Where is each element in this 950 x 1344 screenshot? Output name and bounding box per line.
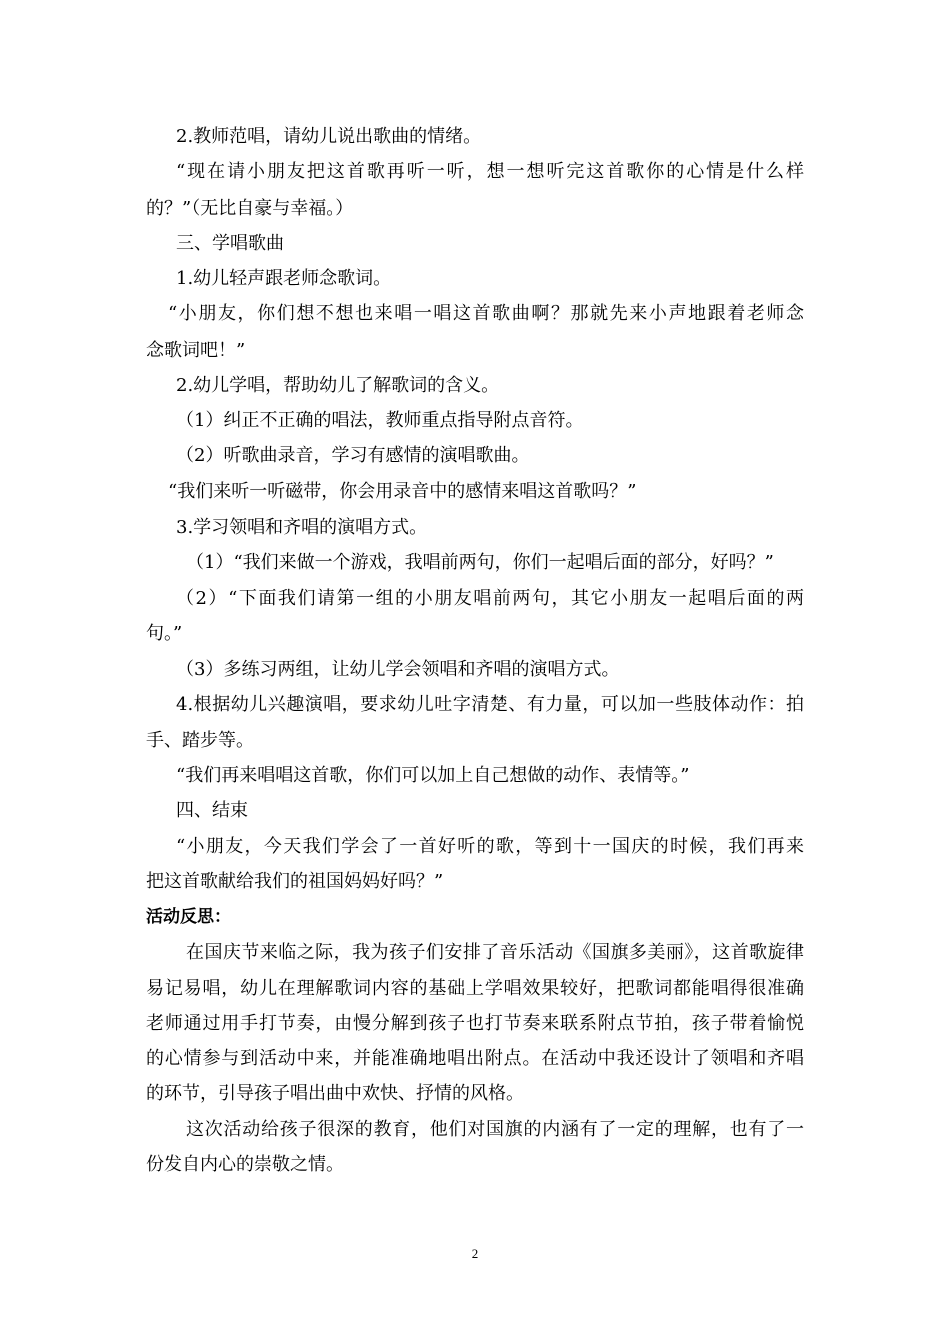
text-line: 念歌词吧！” — [146, 340, 246, 361]
text-line-inner: “现在请小朋友把这首歌再听一听，想一想听完这首歌你的心情是什么样 — [176, 161, 804, 182]
text-line-inner: 这次活动给孩子很深的教育，他们对国旗的内涵有了一定的理解，也有了一 — [186, 1119, 804, 1140]
text-line — [176, 693, 804, 717]
text-line: 份发自内心的崇敬之情。 — [146, 1154, 344, 1175]
text-line — [186, 1118, 804, 1142]
text-line: 2.教师范唱，请幼儿说出歌曲的情绪。 — [176, 126, 482, 147]
text-line: （1）纠正不正确的唱法，教师重点指导附点音符。 — [176, 410, 584, 431]
text-line: “我们再来唱唱这首歌，你们可以加上自己想做的动作、表情等。” — [176, 765, 690, 786]
text-line — [146, 1012, 804, 1036]
text-line: （2）听歌曲录音，学习有感情的演唱歌曲。 — [176, 445, 530, 466]
text-line-inner: 在国庆节来临之际，我为孩子们安排了音乐活动《国旗多美丽》，这首歌旋律 — [186, 942, 804, 963]
text-line — [186, 941, 804, 965]
text-line: 1.幼儿轻声跟老师念歌词。 — [176, 268, 392, 289]
text-line: 3.学习领唱和齐唱的演唱方式。 — [176, 517, 428, 538]
page-number: 2 — [471, 1246, 479, 1261]
text-line-inner: 易记易唱，幼儿在理解歌词内容的基础上学唱效果较好，把歌词都能唱得很准确 — [146, 978, 804, 999]
section-heading: 三、学唱歌曲 — [176, 233, 284, 254]
text-line — [176, 587, 804, 611]
text-line: （3）多练习两组，让幼儿学会领唱和齐唱的演唱方式。 — [176, 659, 620, 680]
text-line: 的环节，引导孩子唱出曲中欢快、抒情的风格。 — [146, 1083, 524, 1104]
text-line — [176, 160, 804, 184]
text-line-inner: “小朋友，今天我们学会了一首好听的歌，等到十一国庆的时候，我们再来 — [176, 836, 804, 857]
text-line: 的？”（无比自豪与幸福。） — [146, 198, 354, 219]
text-line: （1）“我们来做一个游戏，我唱前两句，你们一起唱后面的部分，好吗？” — [186, 552, 774, 573]
text-line-inner: 老师通过用手打节奏，由慢分解到孩子也打节奏来联系附点节拍，孩子带着愉悦 — [146, 1013, 804, 1034]
text-line: 把这首歌献给我们的祖国妈妈好吗？” — [146, 871, 444, 892]
text-line: 句。” — [146, 623, 183, 644]
text-line — [146, 977, 804, 1001]
text-line: 手、踏步等。 — [146, 730, 254, 751]
section-heading: 四、结束 — [176, 800, 248, 821]
text-line-inner: “小朋友，你们想不想也来唱一唱这首歌曲啊？那就先来小声地跟着老师念 — [168, 303, 804, 324]
text-line: “我们来听一听磁带，你会用录音中的感情来唱这首歌吗？” — [168, 481, 637, 502]
text-line-inner: 的心情参与到活动中来，并能准确地唱出附点。在活动中我还设计了领唱和齐唱 — [146, 1048, 804, 1069]
text-line-inner: （2）“下面我们请第一组的小朋友唱前两句，其它小朋友一起唱后面的两 — [176, 588, 804, 609]
text-line — [146, 1047, 804, 1071]
text-line-inner: 4.根据幼儿兴趣演唱，要求幼儿吐字清楚、有力量，可以加一些肢体动作：拍 — [176, 694, 804, 715]
text-line: 2.幼儿学唱，帮助幼儿了解歌词的含义。 — [176, 375, 500, 396]
text-line — [176, 835, 804, 859]
text-line — [168, 302, 804, 326]
reflection-heading: 活动反思： — [146, 907, 231, 927]
